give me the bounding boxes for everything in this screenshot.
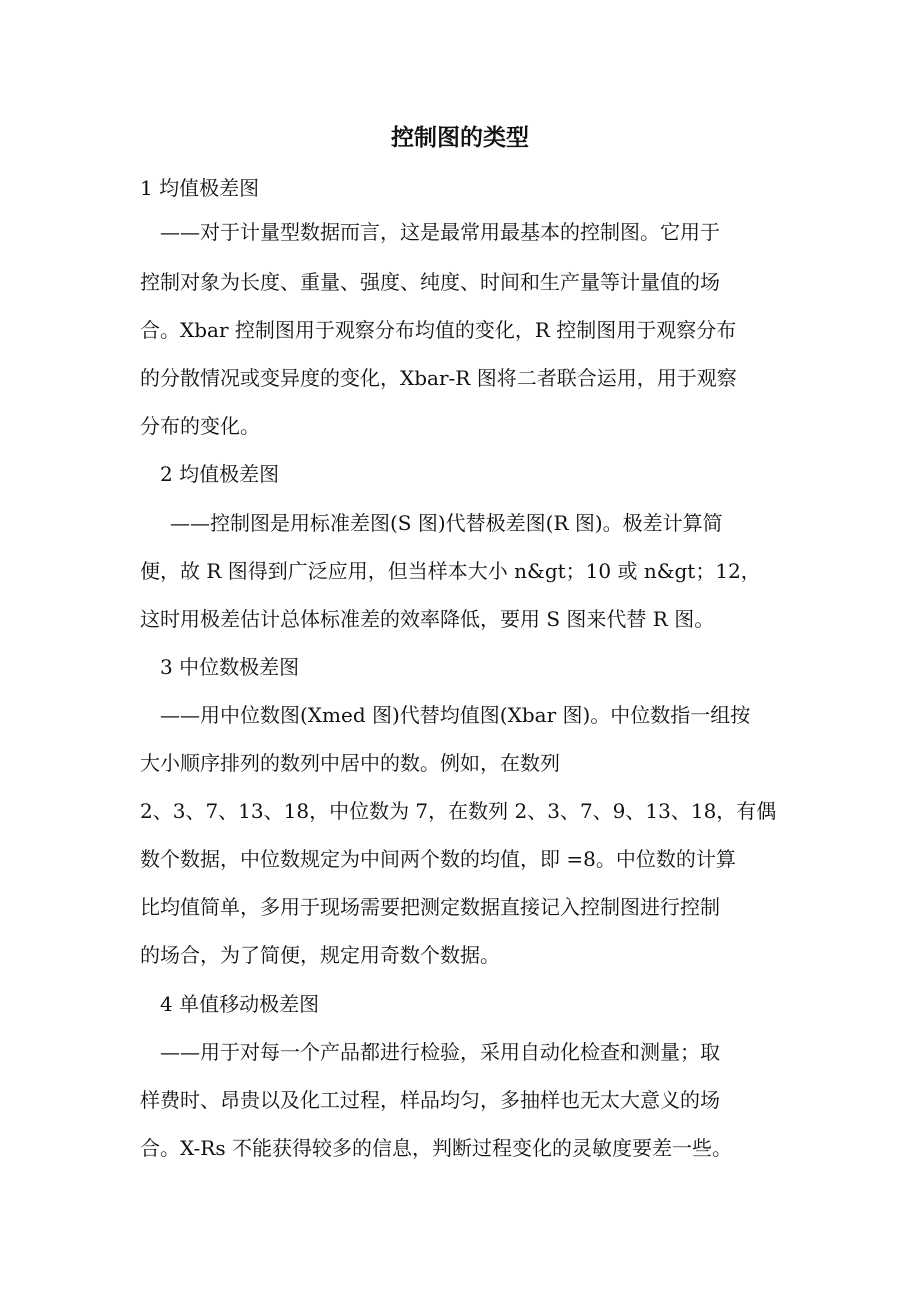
section-3-line-2: 大小顺序排列的数列中居中的数。例如，在数列 xyxy=(140,751,560,775)
section-4-heading: 4 单值移动极差图 xyxy=(160,992,320,1016)
section-1-line-5: 分布的变化。 xyxy=(140,414,260,438)
section-1-line-4: 的分散情况或变异度的变化，Xbar-R 图将二者联合运用，用于观察 xyxy=(140,366,737,390)
section-2-heading: 2 均值极差图 xyxy=(160,462,280,486)
section-4-line-3: 合。X-Rs 不能获得较多的信息，判断过程变化的灵敏度要差一些。 xyxy=(140,1136,732,1160)
section-1-line-3: 合。Xbar 控制图用于观察分布均值的变化，R 控制图用于观察分布 xyxy=(140,318,737,342)
section-3-line-4: 数个数据，中位数规定为中间两个数的均值，即 =8。中位数的计算 xyxy=(140,847,736,871)
section-4-line-1: ——用于对每一个产品都进行检验，采用自动化检查和测量；取 xyxy=(160,1040,720,1064)
section-1-line-1: ——对于计量型数据而言，这是最常用最基本的控制图。它用于 xyxy=(160,220,720,244)
section-1-heading: 1 均值极差图 xyxy=(140,176,260,200)
document-title: 控制图的类型 xyxy=(391,125,529,151)
section-3-line-6: 的场合，为了简便，规定用奇数个数据。 xyxy=(140,943,500,967)
section-3-line-5: 比均值简单，多用于现场需要把测定数据直接记入控制图进行控制 xyxy=(140,895,720,919)
section-3-heading: 3 中位数极差图 xyxy=(160,655,300,679)
section-3-line-3: 2、3、7、13、18，中位数为 7，在数列 2、3、7、9、13、18，有偶 xyxy=(140,799,777,823)
section-2-line-1: ——控制图是用标准差图(S 图)代替极差图(R 图)。极差计算简 xyxy=(170,511,723,535)
section-2-line-2: 便，故 R 图得到广泛应用，但当样本大小 n&gt；10 或 n&gt；12， xyxy=(140,559,761,583)
section-2-line-3: 这时用极差估计总体标准差的效率降低，要用 S 图来代替 R 图。 xyxy=(140,607,715,631)
section-1-line-2: 控制对象为长度、重量、强度、纯度、时间和生产量等计量值的场 xyxy=(140,270,720,294)
section-3-line-1: ——用中位数图(Xmed 图)代替均值图(Xbar 图)。中位数指一组按 xyxy=(160,703,751,727)
section-4-line-2: 样费时、昂贵以及化工过程，样品均匀，多抽样也无太大意义的场 xyxy=(140,1088,720,1112)
